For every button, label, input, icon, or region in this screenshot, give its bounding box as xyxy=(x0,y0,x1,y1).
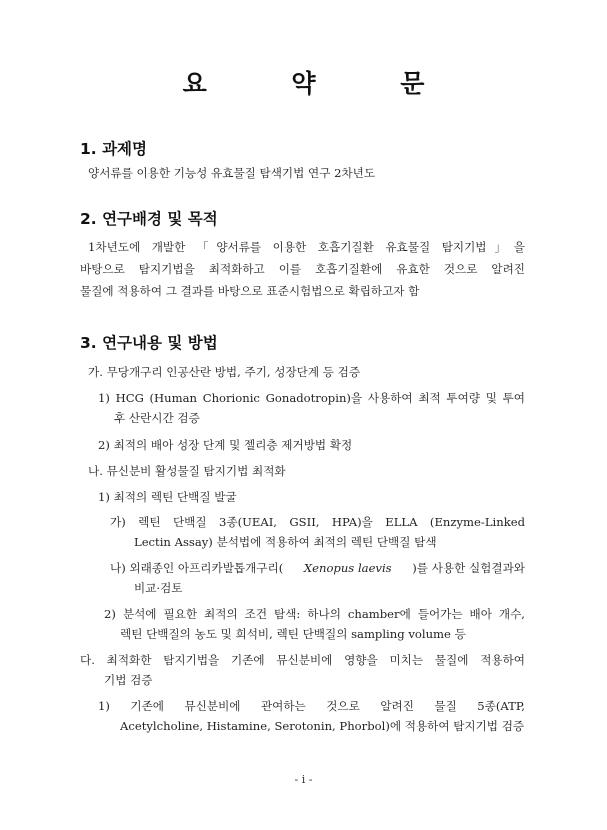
species-name: Xenopus laevis xyxy=(303,561,392,575)
item-ga: 가. 무당개구리 인공산란 방법, 주기, 성장단계 등 검증 xyxy=(88,365,361,379)
item-na: 나. 뮤신분비 활성물질 탐지기법 최적화 xyxy=(88,464,286,478)
item-na-1-a-line-2: Lectin Assay) 분석법에 적용하여 최적의 렉틴 단백질 탐색 xyxy=(134,535,437,549)
project-name: 양서류를 이용한 기능성 유효물질 탐색기법 연구 2차년도 xyxy=(88,166,376,180)
item-na-1-a-line-1: 가) 렉틴 단백질 3종(UEAI, GSII, HPA)을 ELLA (Enzyme-Linked xyxy=(110,515,525,529)
item-da-1-line-1: 1) 기존에 뮤신분비에 관여하는 것으로 알려진 물질 5종(ATP, xyxy=(98,699,525,713)
item-da-line-2: 기법 검증 xyxy=(104,673,153,687)
page-title: 요 약 문 xyxy=(182,69,463,98)
section-2-heading: 2. 연구배경 및 목적 xyxy=(80,210,218,228)
item-na-2-line-1: 2) 분석에 필요한 최적의 조건 탐색: 하나의 chamber에 들어가는 배아 개수, xyxy=(104,607,525,621)
item-na-2-line-2: 렉틴 단백질의 농도 및 희석비, 렉틴 단백질의 sampling volume 등 xyxy=(120,627,466,641)
page-number: - i - xyxy=(294,773,313,786)
item-na-1-b-line-1 xyxy=(110,561,525,575)
item-na-1-b-prefix: 나) 외래종인 아프리카발톱개구리( xyxy=(110,561,284,575)
background-line-1: 1차년도에 개발한 「양서류를 이용한 호흡기질환 유효물질 탐지기법」을 xyxy=(88,240,525,254)
item-na-1-b-line-2: 비교·검토 xyxy=(134,581,183,595)
background-line-3: 물질에 적용하여 그 결과를 바탕으로 표준시험법으로 확립하고자 함 xyxy=(80,284,420,298)
item-na-1: 1) 최적의 렉틴 단백질 발굴 xyxy=(98,490,237,504)
item-ga-1-line-1: 1) HCG (Human Chorionic Gonadotropin)을 사용하여 최적 투여량 및 투여 xyxy=(98,391,525,405)
item-ga-1-line-2: 후 산란시간 검증 xyxy=(114,411,200,425)
section-1-heading: 1. 과제명 xyxy=(80,140,147,158)
background-line-2: 바탕으로 탐지기법을 최적화하고 이를 호흡기질환에 유효한 것으로 알려진 xyxy=(80,262,525,276)
item-na-1-b-suffix: )를 사용한 실험결과와 xyxy=(412,561,525,575)
item-da-1-line-2: Acetylcholine, Histamine, Serotonin, Phorbol)에 적용하여 탐지기법 검증 xyxy=(120,719,525,733)
item-ga-2: 2) 최적의 배아 성장 단계 및 젤리층 제거방법 확정 xyxy=(98,438,353,452)
section-3-heading: 3. 연구내용 및 방법 xyxy=(80,334,218,352)
item-da-line-1: 다. 최적화한 탐지기법을 기존에 뮤신분비에 영향을 미치는 물질에 적용하여 xyxy=(80,653,525,667)
